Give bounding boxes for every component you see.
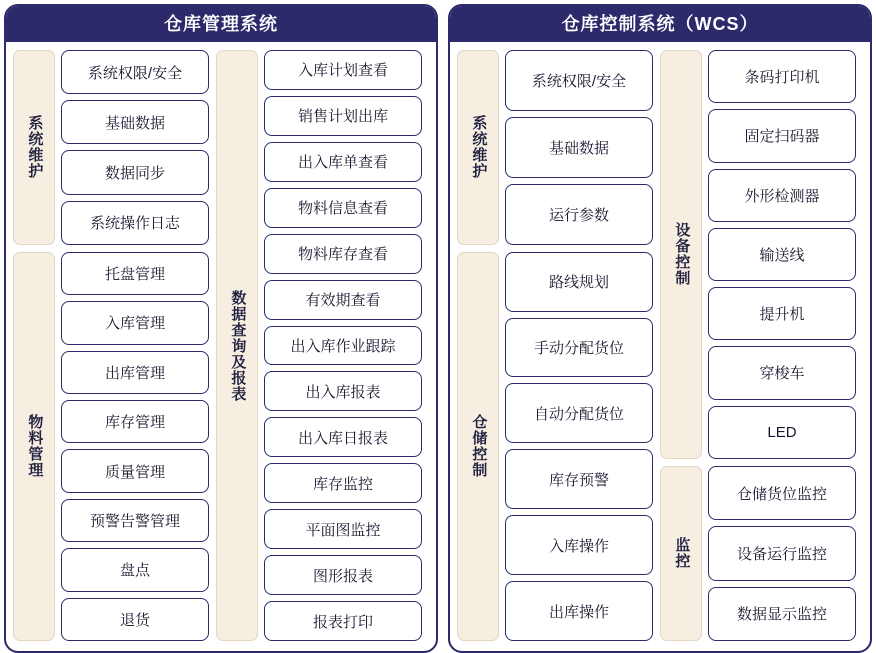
list-item[interactable]: 图形报表 bbox=[264, 555, 422, 595]
group-label-monitoring: 监控 bbox=[660, 466, 702, 641]
list-item[interactable]: 物料库存查看 bbox=[264, 234, 422, 274]
group-system-maintenance-wcs bbox=[457, 50, 653, 245]
group-label-storage-control: 仓储控制 bbox=[457, 252, 499, 641]
list-item[interactable]: 运行参数 bbox=[505, 184, 653, 245]
list-item[interactable]: 固定扫码器 bbox=[708, 109, 856, 162]
list-item[interactable]: 系统权限/安全 bbox=[61, 50, 209, 94]
list-item[interactable]: 路线规划 bbox=[505, 252, 653, 312]
list-item[interactable]: 设备运行监控 bbox=[708, 526, 856, 580]
panel-warehouse-control bbox=[448, 4, 872, 653]
panel-title-wms: 仓库管理系统 bbox=[6, 6, 436, 42]
group-device-control bbox=[660, 50, 856, 459]
group-items-monitoring bbox=[708, 466, 856, 641]
list-item[interactable]: 基础数据 bbox=[505, 117, 653, 178]
list-item[interactable]: 有效期查看 bbox=[264, 280, 422, 320]
list-item[interactable]: 质量管理 bbox=[61, 449, 209, 492]
panel-warehouse-management bbox=[4, 4, 438, 653]
list-item[interactable]: 出入库作业跟踪 bbox=[264, 326, 422, 366]
list-item[interactable]: 出入库单查看 bbox=[264, 142, 422, 182]
panel-body-wms bbox=[6, 42, 436, 651]
list-item[interactable]: 退货 bbox=[61, 598, 209, 641]
group-items-device-control bbox=[708, 50, 856, 459]
list-item[interactable]: 库存预警 bbox=[505, 449, 653, 509]
list-item[interactable]: 提升机 bbox=[708, 287, 856, 340]
list-item[interactable]: 出入库报表 bbox=[264, 371, 422, 411]
list-item[interactable]: 入库计划查看 bbox=[264, 50, 422, 90]
list-item[interactable]: 数据显示监控 bbox=[708, 587, 856, 641]
group-material-management bbox=[13, 252, 209, 641]
list-item[interactable]: 出库操作 bbox=[505, 581, 653, 641]
list-item[interactable]: 系统操作日志 bbox=[61, 201, 209, 245]
group-system-maintenance-wms bbox=[13, 50, 209, 245]
list-item[interactable]: 自动分配货位 bbox=[505, 383, 653, 443]
list-item[interactable]: 入库管理 bbox=[61, 301, 209, 344]
panel-body-wcs bbox=[450, 42, 870, 651]
wms-left-column bbox=[13, 50, 209, 641]
group-items-material-management bbox=[61, 252, 209, 641]
list-item[interactable]: LED bbox=[708, 406, 856, 459]
list-item[interactable]: 物料信息查看 bbox=[264, 188, 422, 228]
list-item[interactable]: 手动分配货位 bbox=[505, 318, 653, 378]
group-label-system-maintenance-wcs: 系统维护 bbox=[457, 50, 499, 245]
panel-title-wcs: 仓库控制系统（WCS） bbox=[450, 6, 870, 42]
list-item[interactable]: 销售计划出库 bbox=[264, 96, 422, 136]
wcs-left-column bbox=[457, 50, 653, 641]
list-item[interactable]: 报表打印 bbox=[264, 601, 422, 641]
list-item[interactable]: 数据同步 bbox=[61, 150, 209, 194]
group-label-system-maintenance-wms: 系统维护 bbox=[13, 50, 55, 245]
group-label-device-control: 设备控制 bbox=[660, 50, 702, 459]
group-items-system-maintenance-wms bbox=[61, 50, 209, 245]
list-item[interactable]: 条码打印机 bbox=[708, 50, 856, 103]
list-item[interactable]: 输送线 bbox=[708, 228, 856, 281]
list-item[interactable]: 出库管理 bbox=[61, 351, 209, 394]
group-label-data-query-reports: 数据查询及报表 bbox=[216, 50, 258, 641]
list-item[interactable]: 出入库日报表 bbox=[264, 417, 422, 457]
list-item[interactable]: 库存管理 bbox=[61, 400, 209, 443]
list-item[interactable]: 盘点 bbox=[61, 548, 209, 591]
group-items-system-maintenance-wcs bbox=[505, 50, 653, 245]
list-item[interactable]: 入库操作 bbox=[505, 515, 653, 575]
list-item[interactable]: 外形检测器 bbox=[708, 169, 856, 222]
group-monitoring bbox=[660, 466, 856, 641]
list-item[interactable]: 穿梭车 bbox=[708, 346, 856, 399]
list-item[interactable]: 仓储货位监控 bbox=[708, 466, 856, 520]
list-item[interactable]: 系统权限/安全 bbox=[505, 50, 653, 111]
group-items-storage-control bbox=[505, 252, 653, 641]
group-items-data-query-reports bbox=[264, 50, 422, 641]
list-item[interactable]: 托盘管理 bbox=[61, 252, 209, 295]
wms-report-column bbox=[216, 50, 422, 641]
list-item[interactable]: 基础数据 bbox=[61, 100, 209, 144]
list-item[interactable]: 库存监控 bbox=[264, 463, 422, 503]
wcs-right-column bbox=[660, 50, 856, 641]
group-data-query-reports bbox=[216, 50, 422, 641]
group-label-material-management: 物料管理 bbox=[13, 252, 55, 641]
list-item[interactable]: 预警告警管理 bbox=[61, 499, 209, 542]
list-item[interactable]: 平面图监控 bbox=[264, 509, 422, 549]
group-storage-control bbox=[457, 252, 653, 641]
